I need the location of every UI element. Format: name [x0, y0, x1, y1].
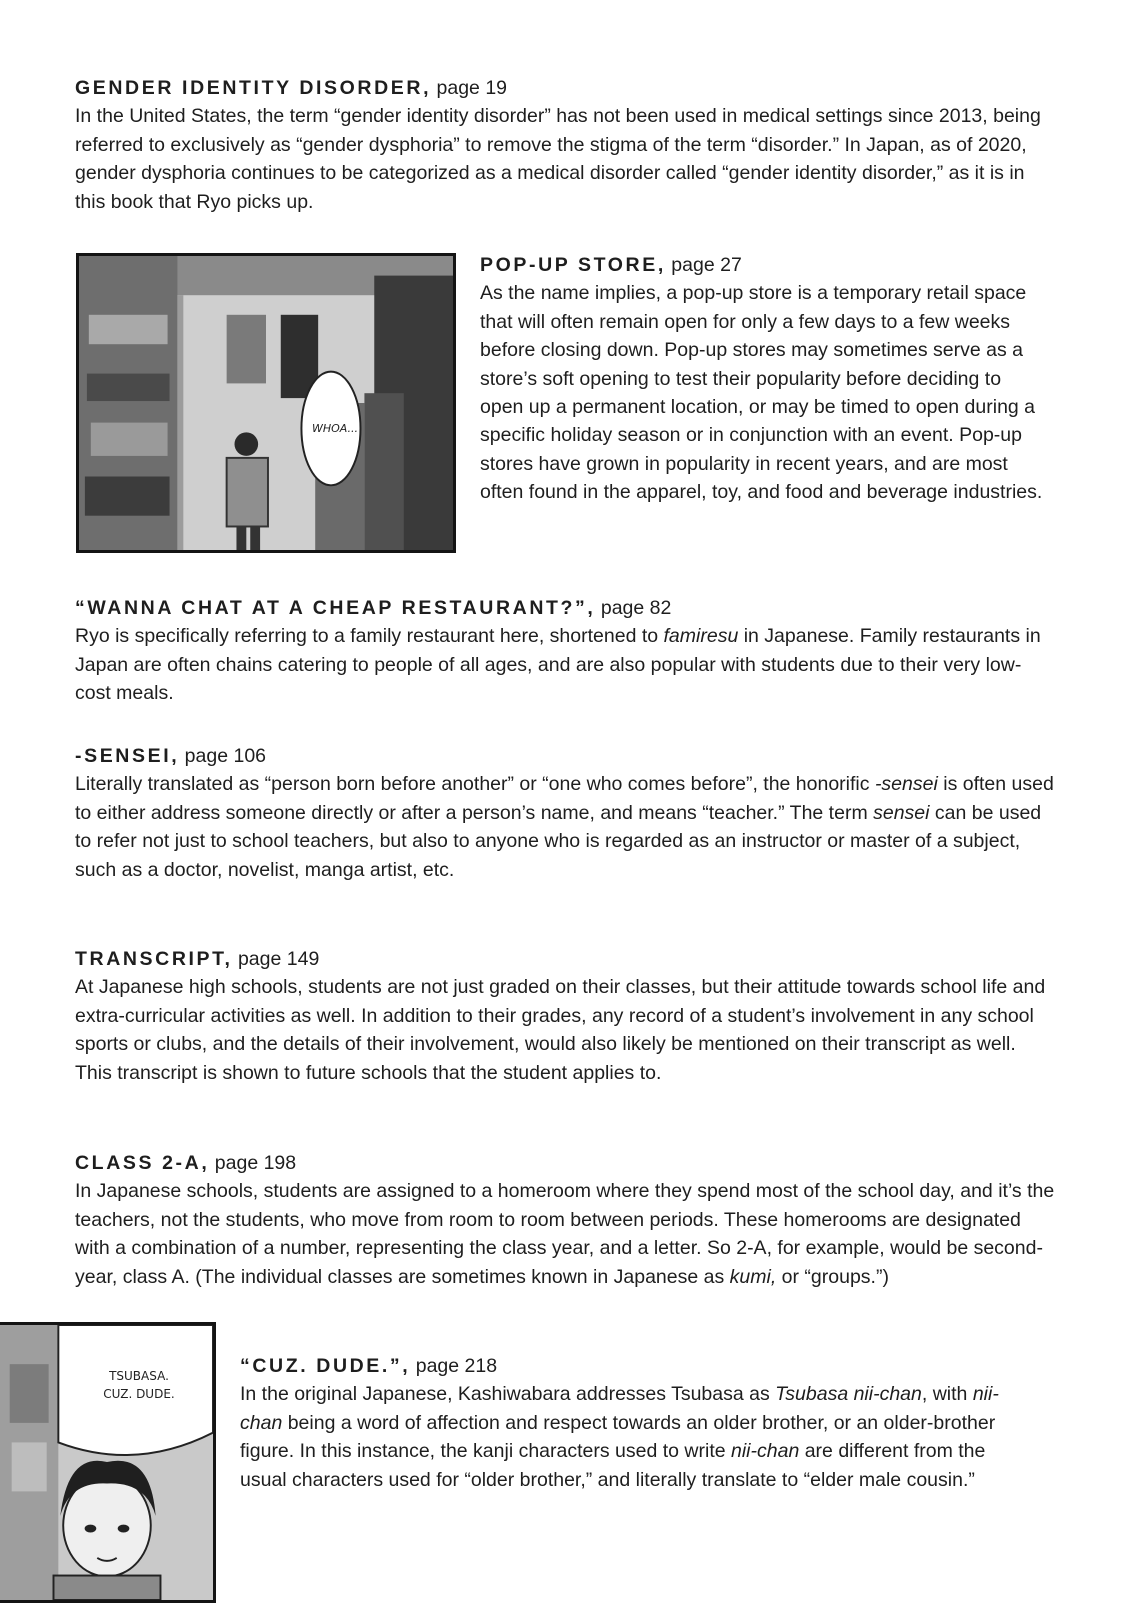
entry-cuz-dude	[240, 1352, 1030, 1494]
text-segment: , with	[921, 1383, 973, 1406]
italic-term: famiresu	[663, 625, 739, 648]
entry-text	[240, 1380, 1030, 1494]
italic-term: nii-chan	[240, 1383, 999, 1434]
entry-term: POP-UP STORE,	[480, 254, 666, 276]
entry-term: “WANNA CHAT AT A CHEAP RESTAURANT?”,	[75, 597, 596, 619]
entry-cheap-restaurant	[75, 594, 1055, 708]
entry-heading	[75, 1149, 1055, 1177]
italic-term: -sensei	[874, 773, 938, 796]
entry-sensei	[75, 742, 1055, 884]
speech-bubble-text	[84, 1367, 194, 1403]
entry-term: TRANSCRIPT,	[75, 948, 233, 970]
text-segment: or “groups.”)	[776, 1265, 889, 1288]
entry-transcript	[75, 945, 1055, 1087]
text-segment: Ryo is specifically referring to a family restaurant here, shortened to	[75, 625, 664, 648]
entry-text: In the United States, the term “gender identity disorder” has not been used in medical settings since 2013, being referred to exclusively as “gender dysphoria” to remove the stigma of the term “disorder.” In Japan, as of 2020, gender dysphoria continues to be categorized as a medical disorder called “gender identity disorder,” as it is in this book that Ryo picks up.	[75, 105, 1041, 213]
entry-term: “CUZ. DUDE.”,	[240, 1355, 411, 1377]
italic-term: Tsubasa nii-chan	[775, 1383, 922, 1406]
entry-term: GENDER IDENTITY DISORDER,	[75, 77, 432, 99]
italic-term: kumi,	[729, 1265, 777, 1288]
entry-text	[75, 622, 1055, 707]
entry-page-ref: page 82	[600, 597, 672, 619]
entry-heading	[75, 594, 1055, 622]
entry-heading	[75, 742, 1055, 770]
text-segment: can be used to refer not just to school teachers, but also to anyone who is regarded as an instructor or master of a subject, such as a doctor, novelist, manga artist, etc.	[75, 801, 1042, 881]
entry-page-ref: page 19	[436, 77, 508, 99]
entry-page-ref: page 27	[671, 254, 742, 276]
entry-text	[75, 1177, 1055, 1291]
text-segment: In the original Japanese, Kashiwabara addresses Tsubasa as	[240, 1383, 776, 1406]
entry-term: CLASS 2-A,	[75, 1152, 210, 1174]
bubble-line: CUZ. DUDE.	[103, 1387, 175, 1401]
text-segment: in Japanese. Family restaurants in Japan are often chains catering to people of all ages, and are also popular with students due to their very low-cost meals.	[75, 625, 1041, 705]
bubble-line: TSUBASA.	[109, 1369, 169, 1383]
entry-text	[75, 770, 1055, 884]
entry-pop-up-store	[480, 251, 1045, 507]
entry-class-2a	[75, 1149, 1055, 1291]
entry-page-ref: page 198	[214, 1152, 297, 1174]
text-segment: In Japanese schools, students are assigned to a homeroom where they spend most of the school day, and it’s the teachers, not the students, who move from room to room between periods. These homerooms are designated with a combination of a number, representing the class year, and a letter. So 2-A, for example, would be second-year, class A. (The individual classes are sometimes known in Japanese as	[75, 1180, 1055, 1288]
entry-heading	[480, 251, 1045, 279]
cuz-dude-illustration	[0, 1322, 216, 1603]
entry-page-ref: page 218	[415, 1355, 498, 1377]
italic-term: nii-chan	[731, 1440, 800, 1463]
entry-heading	[75, 74, 1055, 102]
entry-heading	[240, 1352, 1030, 1380]
entry-term: -SENSEI,	[75, 745, 180, 767]
entry-gender-identity-disorder	[75, 74, 1055, 216]
text-segment: being a word of affection and respect towards an older brother, or an older-brother figure. In this instance, the kanji characters used to write	[240, 1411, 996, 1463]
entry-page-ref: page 106	[184, 745, 267, 767]
italic-term: sensei	[873, 801, 930, 824]
entry-text: At Japanese high schools, students are not just graded on their classes, but their attitude towards school life and extra-curricular activities as well. In addition to their grades, any record of a student’s involvement in any school sports or clubs, and the details of their involvement, would also likely be mentioned on their transcript as well. This transcript is shown to future schools that the student applies to.	[75, 976, 1046, 1084]
entry-page-ref: page 149	[237, 948, 320, 970]
popup-store-illustration	[76, 253, 456, 553]
text-segment: Literally translated as “person born before another” or “one who comes before”, the honorific	[75, 773, 875, 796]
entry-text: As the name implies, a pop-up store is a temporary retail space that will often remain open for only a few days to a few weeks before closing down. Pop-up stores may sometimes serve as a store’s soft opening to test their popularity before deciding to open up a permanent location, or may be timed to open during a specific holiday season or in conjunction with an event. Pop-up stores have grown in popularity in recent years, and are most often found in the apparel, toy, and food and beverage industries.	[480, 282, 1043, 504]
text-segment: are different from the usual characters used for “older brother,” and literally translate to “elder male cousin.”	[240, 1440, 986, 1491]
text-segment: is often used to either address someone directly or after a person’s name, and means “teacher.” The term	[75, 773, 1054, 824]
entry-heading	[75, 945, 1055, 973]
speech-bubble-text: WHOA...	[311, 422, 359, 435]
